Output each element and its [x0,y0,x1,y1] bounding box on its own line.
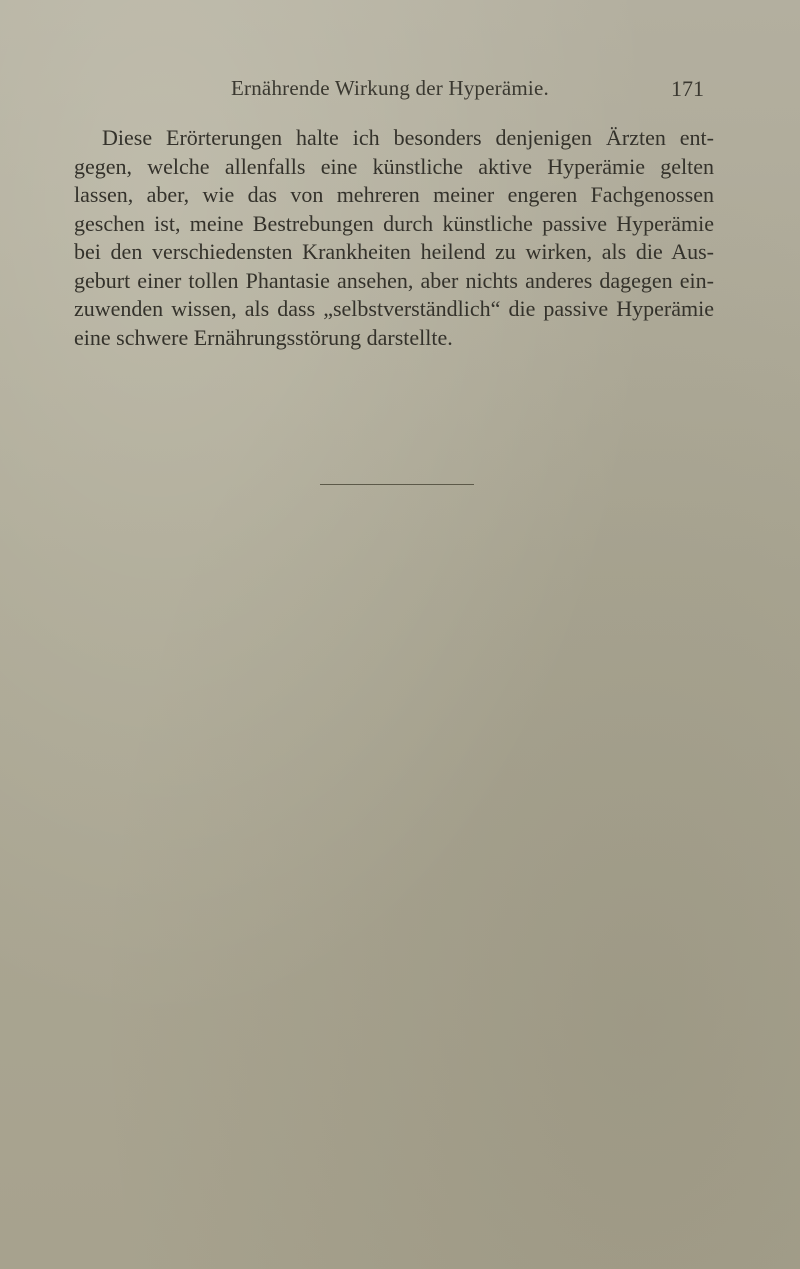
page-number: 171 [671,76,704,101]
section-end-rule [320,484,474,485]
running-header [0,76,800,106]
running-title: Ernährende Wirkung der Hyperämie. [231,76,549,100]
text-line: geschen ist, meine Bestrebungen durch künstliche passive Hyperämie [74,210,714,236]
text-line: Diese Erörterungen halte ich besonders denjenigen Ärzten ent- [102,125,714,150]
text-line: gegen, welche allenfalls eine künstliche aktive Hyperämie gelten [74,153,714,179]
text-line: bei den verschiedensten Krankheiten heilend zu wirken, als die Aus- [74,239,714,264]
text-line: geburt einer tollen Phantasie ansehen, aber nichts anderes dagegen ein- [74,267,714,293]
text-line: eine schwere Ernährungsstörung darstellte. [74,324,453,350]
paragraph [74,124,714,352]
text-line: lassen, aber, wie das von mehreren meiner engeren Fachgenossen [74,182,714,207]
text-line: zuwenden wissen, als dass „selbstverständlich“ die passive Hyperämie [74,296,714,321]
